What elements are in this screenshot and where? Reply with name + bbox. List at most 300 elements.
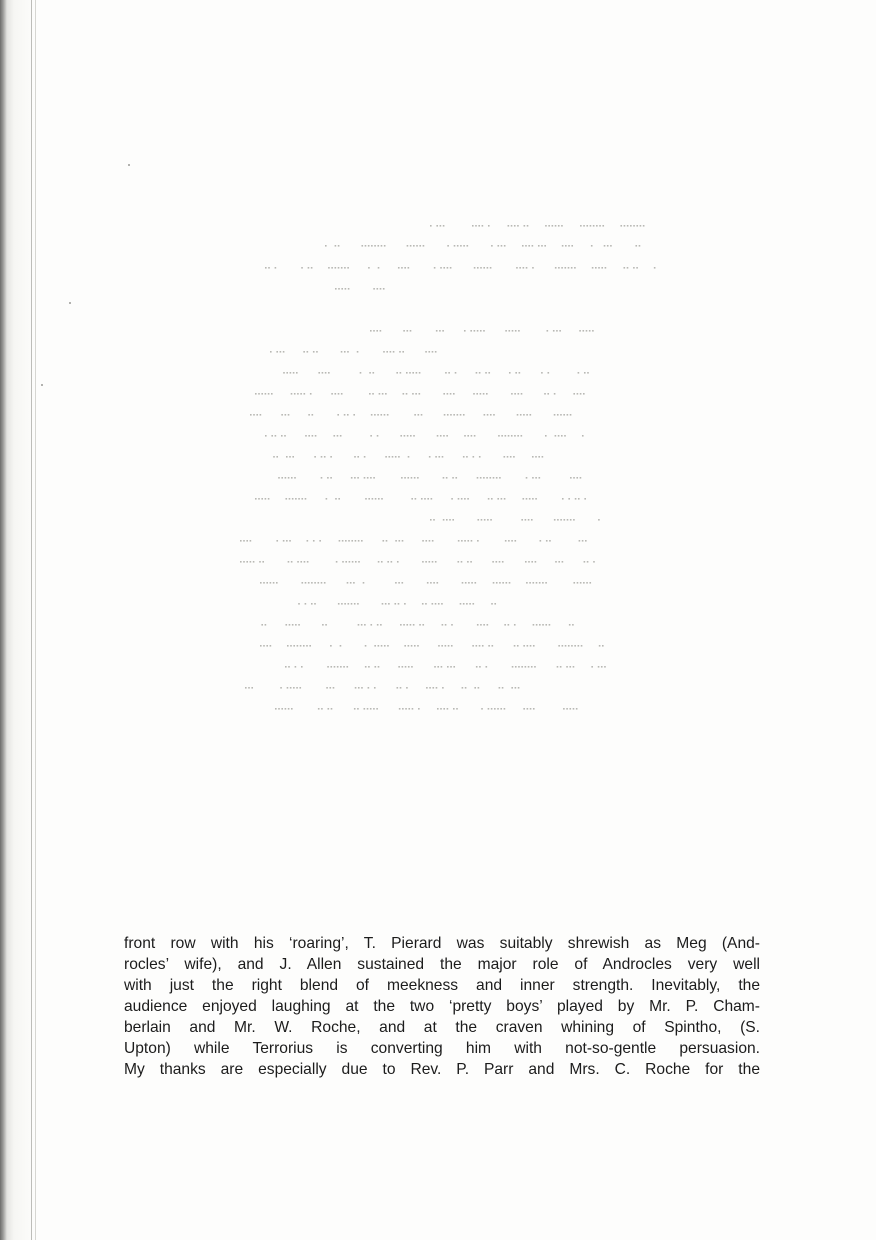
show-through-dot	[404, 645, 406, 647]
show-through-dot	[558, 645, 560, 647]
show-through-dot	[464, 435, 466, 437]
show-through-dot	[491, 245, 493, 247]
show-through-dot	[607, 245, 609, 247]
show-through-dot	[399, 708, 401, 710]
show-through-dot	[528, 519, 530, 521]
show-through-dot	[408, 666, 410, 668]
show-through-dot	[535, 498, 537, 500]
show-through-dot	[478, 687, 480, 689]
show-through-dot	[435, 561, 437, 563]
show-through-dot	[482, 225, 484, 227]
show-through-dot	[493, 582, 495, 584]
show-through-dot	[523, 267, 525, 269]
show-through-dot	[381, 498, 383, 500]
show-through-dot	[293, 645, 295, 647]
show-through-dot	[504, 498, 506, 500]
show-through-dot	[496, 477, 498, 479]
show-through-dot	[602, 225, 604, 227]
show-through-dot	[567, 414, 569, 416]
show-through-dot	[436, 225, 438, 227]
show-through-dot	[549, 624, 551, 626]
show-through-dot	[446, 477, 448, 479]
show-through-dot	[477, 519, 479, 521]
show-through-dot	[446, 519, 448, 521]
show-through-dot	[531, 519, 533, 521]
show-through-dot	[368, 245, 370, 247]
show-through-dot	[348, 540, 350, 542]
show-through-dot	[251, 687, 253, 689]
show-through-dot	[311, 582, 313, 584]
show-through-dot	[427, 498, 429, 500]
show-through-dot	[532, 498, 534, 500]
show-through-dot	[413, 624, 415, 626]
show-through-dot	[378, 561, 380, 563]
show-through-dot	[570, 477, 572, 479]
show-through-dot	[270, 582, 272, 584]
show-through-dot	[429, 561, 431, 563]
show-through-dot	[334, 666, 336, 668]
show-through-dot	[398, 456, 400, 458]
show-through-dot	[435, 603, 437, 605]
show-through-dot	[275, 267, 277, 269]
show-through-dot	[565, 245, 567, 247]
show-through-dots	[230, 210, 670, 720]
show-through-dot	[458, 540, 460, 542]
show-through-dot	[531, 561, 533, 563]
show-through-dot	[280, 351, 282, 353]
show-through-dot	[381, 245, 383, 247]
show-through-dot	[270, 351, 272, 353]
show-through-dot	[427, 582, 429, 584]
show-through-dot	[335, 393, 337, 395]
show-through-dot	[483, 624, 485, 626]
show-through-dot	[335, 267, 337, 269]
show-through-dot	[627, 267, 629, 269]
show-through-dot	[485, 372, 487, 374]
show-through-dot	[387, 561, 389, 563]
show-through-dot	[344, 603, 346, 605]
show-through-dot	[373, 708, 375, 710]
show-through-dot	[450, 267, 452, 269]
show-through-dot	[432, 561, 434, 563]
show-through-dot	[357, 351, 359, 353]
show-through-dot	[402, 540, 404, 542]
show-through-dot	[305, 603, 307, 605]
show-through-dot	[422, 624, 424, 626]
show-through-dot	[283, 372, 285, 374]
show-through-dot	[344, 414, 346, 416]
show-through-dot	[407, 245, 409, 247]
show-through-dot	[450, 414, 452, 416]
show-through-dot	[511, 435, 513, 437]
show-through-dot	[539, 624, 541, 626]
show-through-dot	[421, 414, 423, 416]
show-through-dot	[286, 372, 288, 374]
show-through-dot	[521, 393, 523, 395]
show-through-dot	[414, 645, 416, 647]
show-through-dot	[491, 708, 493, 710]
show-through-dot	[539, 477, 541, 479]
show-through-dot	[447, 708, 449, 710]
show-through-dot	[582, 330, 584, 332]
show-through-dot	[484, 519, 486, 521]
show-through-dot	[289, 540, 291, 542]
show-through-dot	[365, 666, 367, 668]
show-through-dot	[487, 519, 489, 521]
show-through-dot	[402, 708, 404, 710]
show-through-dot	[463, 456, 465, 458]
show-through-dot	[553, 330, 555, 332]
show-through-dot	[599, 225, 601, 227]
show-through-dot	[462, 582, 464, 584]
show-through-dot	[288, 666, 290, 668]
show-through-dot	[538, 456, 540, 458]
show-through-dot	[405, 708, 407, 710]
show-through-dot	[375, 666, 377, 668]
show-through-dot	[419, 624, 421, 626]
show-through-dot	[341, 603, 343, 605]
show-through-dot	[265, 498, 267, 500]
show-through-dot	[557, 666, 559, 668]
show-through-dot	[476, 372, 478, 374]
show-through-dot	[518, 330, 520, 332]
show-through-dot	[295, 498, 297, 500]
show-through-dot	[305, 582, 307, 584]
show-through-dot	[397, 561, 399, 563]
show-through-dot	[340, 666, 342, 668]
show-through-dot	[338, 393, 340, 395]
show-through-dot	[584, 372, 586, 374]
show-through-dot	[387, 645, 389, 647]
show-through-dot	[596, 225, 598, 227]
show-through-dot	[378, 666, 380, 668]
show-through-dot	[516, 267, 518, 269]
show-through-dot	[522, 245, 524, 247]
show-through-dot	[517, 645, 519, 647]
show-through-dot	[388, 603, 390, 605]
show-through-dot	[414, 477, 416, 479]
show-through-dot	[560, 666, 562, 668]
show-through-dot	[432, 687, 434, 689]
show-through-dot	[480, 267, 482, 269]
show-through-dot	[349, 561, 351, 563]
show-through-dot	[640, 225, 642, 227]
show-through-dot	[589, 330, 591, 332]
show-through-dot	[514, 645, 516, 647]
show-through-dot	[285, 666, 287, 668]
show-through-dot	[519, 267, 521, 269]
show-through-dot	[483, 477, 485, 479]
show-through-dot	[547, 330, 549, 332]
show-through-dot	[416, 372, 418, 374]
show-through-dot	[395, 582, 397, 584]
show-through-dot	[643, 225, 645, 227]
show-through-dot	[579, 330, 581, 332]
show-through-dot	[331, 267, 333, 269]
show-through-dot	[392, 456, 394, 458]
show-through-dot	[474, 330, 476, 332]
show-through-dot	[408, 456, 410, 458]
show-through-dot	[526, 582, 528, 584]
show-through-dot	[422, 561, 424, 563]
show-through-dot	[307, 561, 309, 563]
show-through-dot	[391, 561, 393, 563]
show-through-dot	[329, 687, 331, 689]
show-through-dot	[308, 582, 310, 584]
show-through-dot	[410, 245, 412, 247]
show-through-dot	[558, 225, 560, 227]
show-through-dot	[430, 582, 432, 584]
show-through-dot	[455, 477, 457, 479]
show-through-dot	[554, 393, 556, 395]
show-through-dot	[340, 435, 342, 437]
show-through-dot	[490, 519, 492, 521]
show-through-dot	[411, 477, 413, 479]
show-through-dot	[505, 330, 507, 332]
show-through-dot	[535, 456, 537, 458]
show-through-dot	[354, 708, 356, 710]
show-through-dot	[422, 603, 424, 605]
show-through-dot	[499, 582, 501, 584]
show-through-dot	[350, 582, 352, 584]
show-through-dot	[278, 477, 280, 479]
show-through-dot	[294, 393, 296, 395]
show-through-dot	[259, 561, 261, 563]
show-through-dot	[250, 540, 252, 542]
show-through-dot	[342, 561, 344, 563]
show-through-dot	[312, 435, 314, 437]
show-through-dot	[532, 477, 534, 479]
show-through-text-block	[230, 210, 670, 720]
show-through-dot	[255, 393, 257, 395]
show-through-dot	[577, 393, 579, 395]
show-through-dot	[417, 645, 419, 647]
show-through-dot	[321, 582, 323, 584]
show-through-dot	[301, 666, 303, 668]
show-through-dot	[579, 540, 581, 542]
show-through-dot	[430, 519, 432, 521]
show-through-dot	[604, 245, 606, 247]
show-through-dot	[552, 225, 554, 227]
show-through-dot	[601, 267, 603, 269]
show-through-dot	[488, 645, 490, 647]
show-through-dot	[508, 624, 510, 626]
show-through-dot	[261, 624, 263, 626]
show-through-dot	[354, 456, 356, 458]
show-through-dot	[289, 498, 291, 500]
show-through-dot	[477, 477, 479, 479]
show-through-dot	[344, 267, 346, 269]
show-through-dot	[382, 540, 384, 542]
show-through-dot	[528, 666, 530, 668]
show-through-dot	[487, 414, 489, 416]
show-through-dot	[586, 582, 588, 584]
show-through-dot	[315, 435, 317, 437]
show-through-dot	[443, 267, 445, 269]
show-through-dot	[443, 519, 445, 521]
show-through-dot	[347, 414, 349, 416]
show-through-dot	[511, 393, 513, 395]
show-through-dot	[463, 414, 465, 416]
show-through-dot	[488, 498, 490, 500]
show-through-dot	[262, 561, 264, 563]
show-through-dot	[438, 645, 440, 647]
show-through-dot	[433, 582, 435, 584]
show-through-dot	[502, 582, 504, 584]
show-through-dot	[433, 519, 435, 521]
show-through-dot	[525, 561, 527, 563]
show-through-dot	[562, 645, 564, 647]
show-through-dot	[562, 498, 564, 500]
show-through-dot	[532, 245, 534, 247]
show-through-dot	[523, 414, 525, 416]
show-through-dot	[467, 245, 469, 247]
show-through-dot	[473, 456, 475, 458]
show-through-dot	[542, 624, 544, 626]
show-through-dot	[486, 666, 488, 668]
show-through-dot	[327, 477, 329, 479]
show-through-dot	[341, 288, 343, 290]
show-through-dot	[436, 330, 438, 332]
show-through-dot	[398, 267, 400, 269]
show-through-dot	[373, 288, 375, 290]
show-through-dot	[499, 687, 501, 689]
show-through-dot	[474, 435, 476, 437]
show-through-dot	[261, 498, 263, 500]
show-through-dot	[278, 708, 280, 710]
show-through-dot	[496, 582, 498, 584]
show-through-dot	[473, 393, 475, 395]
show-through-dot	[470, 330, 472, 332]
show-through-dot	[558, 267, 560, 269]
show-through-dot	[479, 456, 481, 458]
show-through-dot	[265, 393, 267, 395]
show-through-dot	[294, 477, 296, 479]
show-through-dot	[595, 267, 597, 269]
show-through-dot	[575, 498, 577, 500]
show-through-dot	[545, 582, 547, 584]
show-through-dot	[432, 540, 434, 542]
show-through-dot	[542, 456, 544, 458]
show-through-dot	[405, 666, 407, 668]
show-through-dot	[610, 245, 612, 247]
show-through-dot	[451, 645, 453, 647]
paper-speck	[41, 384, 43, 386]
show-through-dot	[397, 687, 399, 689]
show-through-dot	[281, 435, 283, 437]
show-through-dot	[518, 393, 520, 395]
show-through-dot	[325, 372, 327, 374]
show-through-dot	[377, 245, 379, 247]
show-through-dot	[492, 645, 494, 647]
show-through-dot	[357, 708, 359, 710]
show-through-dot	[598, 519, 600, 521]
show-through-dot	[535, 477, 537, 479]
show-through-dot	[318, 708, 320, 710]
show-through-dot	[270, 645, 272, 647]
show-through-dot	[523, 645, 525, 647]
show-through-dot	[348, 288, 350, 290]
show-through-dot	[404, 267, 406, 269]
show-through-dot	[402, 582, 404, 584]
show-through-dot	[292, 624, 294, 626]
show-through-dot	[288, 561, 290, 563]
show-through-dot	[321, 477, 323, 479]
show-through-dot	[440, 435, 442, 437]
show-through-dot	[566, 708, 568, 710]
show-through-dot	[291, 561, 293, 563]
show-through-dot	[529, 582, 531, 584]
show-through-dot	[578, 498, 580, 500]
show-through-dot	[345, 561, 347, 563]
show-through-dot	[273, 582, 275, 584]
show-through-dot	[586, 330, 588, 332]
show-through-dot	[438, 456, 440, 458]
paper-speck	[128, 164, 130, 166]
show-through-dot	[533, 624, 535, 626]
show-through-dot	[413, 245, 415, 247]
show-through-dot	[443, 435, 445, 437]
show-through-dot	[442, 330, 444, 332]
show-through-dot	[602, 645, 604, 647]
show-through-dot	[442, 687, 444, 689]
show-through-dot	[487, 267, 489, 269]
show-through-dot	[512, 330, 514, 332]
show-through-dot	[481, 708, 483, 710]
show-through-dot	[263, 582, 265, 584]
show-through-dot	[530, 645, 532, 647]
show-through-dot	[544, 245, 546, 247]
show-through-dot	[402, 351, 404, 353]
show-through-dot	[368, 687, 370, 689]
show-through-dot	[298, 498, 300, 500]
show-through-dot	[358, 561, 360, 563]
show-through-dot	[488, 225, 490, 227]
show-through-dot	[486, 393, 488, 395]
show-through-dot	[396, 372, 398, 374]
show-through-dot	[418, 414, 420, 416]
show-through-dot	[431, 498, 433, 500]
show-through-dot	[375, 498, 377, 500]
show-through-dot	[477, 624, 479, 626]
show-through-dot	[509, 330, 511, 332]
show-through-dot	[437, 708, 439, 710]
show-through-dot	[447, 393, 449, 395]
show-through-dot	[558, 435, 560, 437]
show-through-dot	[337, 414, 339, 416]
show-through-dot	[472, 225, 474, 227]
show-through-dot	[526, 477, 528, 479]
show-through-dot	[496, 561, 498, 563]
show-through-dot	[526, 267, 528, 269]
show-through-dot	[425, 603, 427, 605]
show-through-dot	[591, 245, 593, 247]
paragraph-line: audience enjoyed laughing at the two ‘pretty boys’ played by Mr. P. Cham-	[124, 998, 760, 1015]
show-through-dot	[281, 708, 283, 710]
show-through-dot	[354, 603, 356, 605]
show-through-dot	[527, 225, 529, 227]
show-through-dot	[451, 624, 453, 626]
show-through-dot	[573, 477, 575, 479]
show-through-dot	[504, 624, 506, 626]
show-through-dot	[347, 267, 349, 269]
show-through-dot	[434, 666, 436, 668]
show-through-dot	[253, 561, 255, 563]
show-through-dot	[569, 666, 571, 668]
show-through-dot	[573, 393, 575, 395]
show-through-dot	[275, 708, 277, 710]
show-through-dot	[470, 561, 472, 563]
